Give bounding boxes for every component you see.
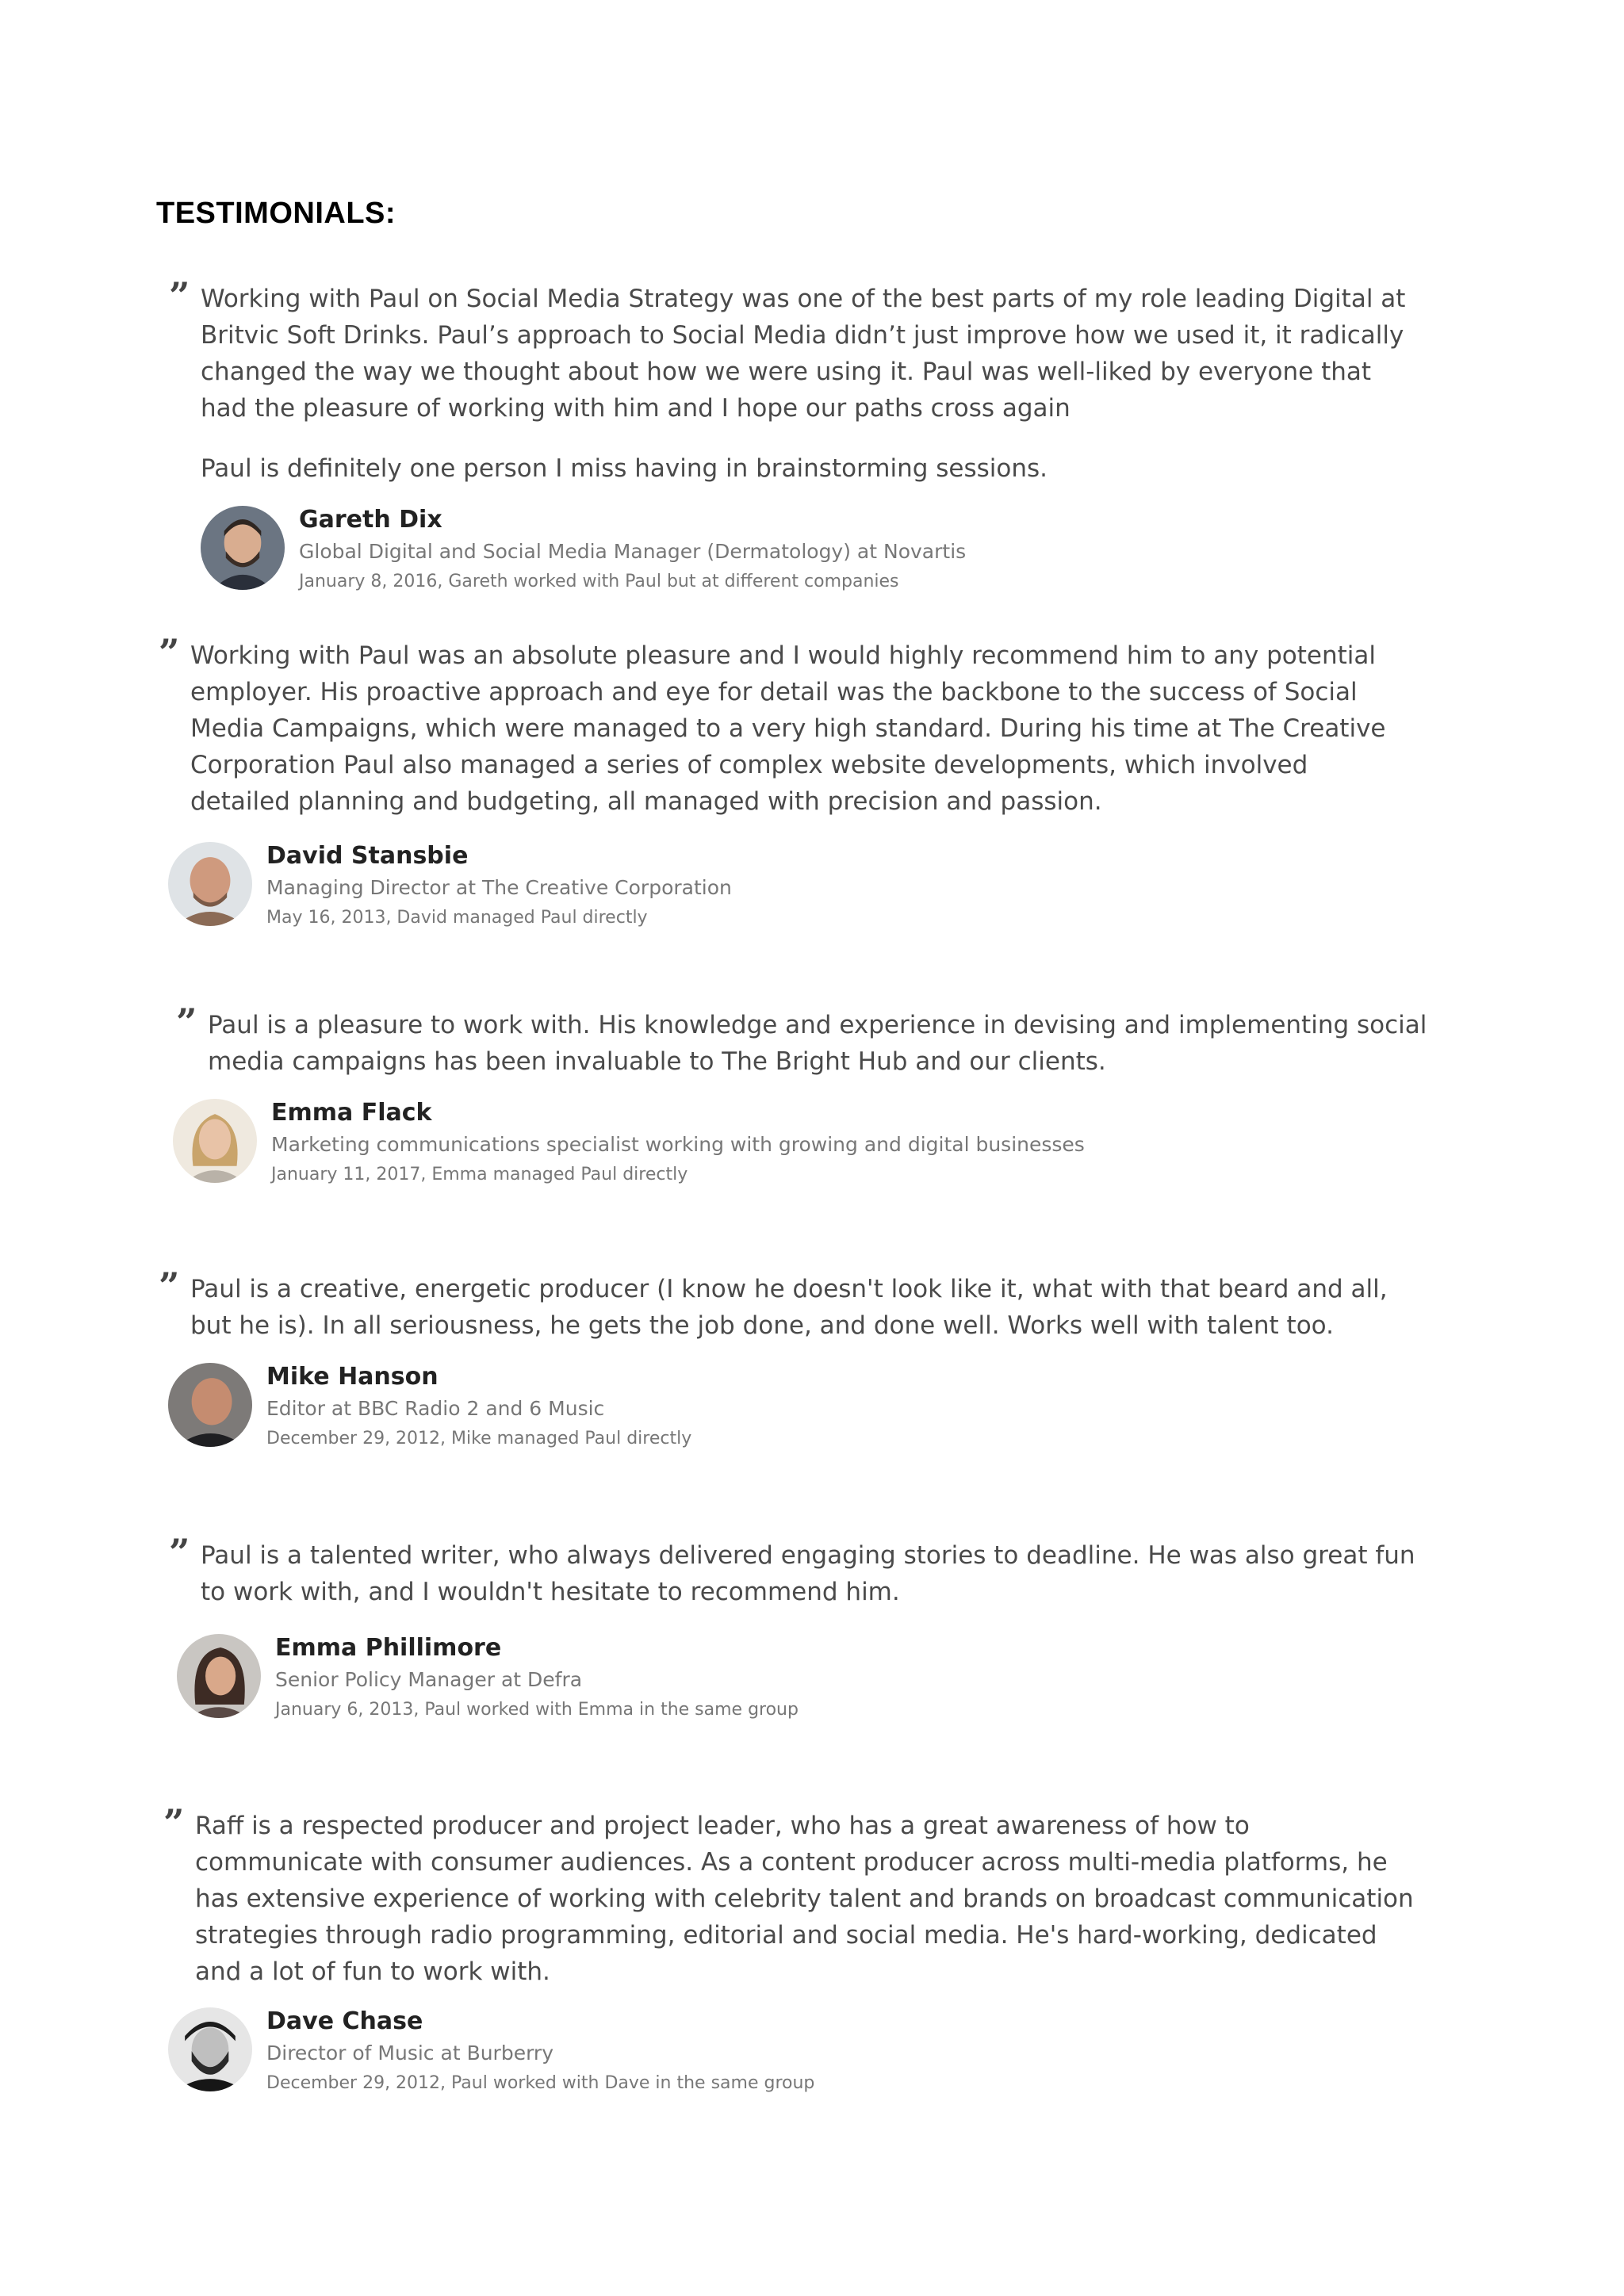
page-title: TESTIMONIALS: (156, 197, 396, 230)
author-info (275, 1632, 799, 1724)
quote-icon: ” (176, 1001, 194, 1043)
testimonial-paragraph: Working with Paul on Social Media Strategy was one of the best parts of my role leading Digital at Britvic Soft Drinks. Paul’s approach to Social Media didn’t just improve how we used it, it radically changed the way we thought about how we were using it. Paul was well-liked by everyone that had the pleasure of working with him and I hope our paths cross again (201, 285, 1406, 423)
avatar (168, 1363, 252, 1447)
author (173, 1097, 1429, 1186)
testimonial-david-stansbie (159, 631, 1411, 929)
avatar-icon (168, 1363, 252, 1447)
testimonial-quote (169, 274, 1422, 487)
quote-icon: ” (159, 1265, 177, 1307)
avatar-icon (173, 1099, 257, 1183)
testimonial-paragraph: Paul is a creative, energetic producer (I know he doesn't look like it, what with that beard and all, but he is). In all seriousness, he gets the job done, and done well. Works well with talent too. (190, 1275, 1388, 1340)
testimonial-emma-phillimore (169, 1531, 1422, 1721)
author-date: January 8, 2016, Gareth worked with Paul but at different companies (299, 572, 899, 591)
author-title: Senior Policy Manager at Defra (275, 1668, 583, 1691)
quote-icon: ” (163, 1801, 182, 1844)
avatar (173, 1099, 257, 1183)
testimonial-quote (159, 631, 1411, 820)
author (201, 504, 1422, 593)
testimonial-quote (169, 1531, 1422, 1610)
avatar-icon (168, 2007, 252, 2091)
testimonial-paragraph: Raff is a respected producer and project leader, who has a great awareness of how to communicate with consumer audiences. As a content producer across multi-media platforms, he has extensive experience of working with celebrity talent and brands on broadcast communication strategies through radio programming, editorial and social media. He's hard-working, dedicated and a lot of fun to work with. (195, 1812, 1414, 1986)
author-date: December 29, 2012, Paul worked with Dave in the same group (266, 2073, 815, 2093)
avatar (168, 2007, 252, 2091)
author (177, 1632, 1422, 1721)
author-info (299, 504, 966, 596)
author (168, 2006, 1416, 2095)
avatar-icon (177, 1634, 261, 1718)
author-info (271, 1097, 1085, 1189)
testimonial-paragraph: Paul is definitely one person I miss having in brainstorming sessions. (201, 454, 1048, 483)
testimonial-quote (176, 1001, 1429, 1080)
author-date: January 6, 2013, Paul worked with Emma in the same group (275, 1700, 799, 1720)
testimonial-mike-hanson (159, 1265, 1411, 1450)
author-title: Editor at BBC Radio 2 and 6 Music (266, 1397, 605, 1420)
author-date: May 16, 2013, David managed Paul directly (266, 908, 648, 928)
avatar (177, 1634, 261, 1718)
author-info (266, 840, 732, 932)
testimonial-gareth-dix (169, 274, 1422, 593)
author-info (266, 2006, 814, 2098)
author-name: Mike Hanson (266, 1363, 439, 1391)
avatar (201, 506, 285, 590)
testimonial-paragraph: Working with Paul was an absolute pleasure and I would highly recommend him to any potential employer. His proactive approach and eye for detail was the backbone to the success of Social Media Campaigns, which were managed to a very high standard. During his time at The Creative Corporation Paul also managed a series of complex website developments, which involved detailed planning and budgeting, all managed with precision and passion. (190, 641, 1386, 816)
author-date: December 29, 2012, Mike managed Paul directly (266, 1429, 692, 1448)
avatar-icon (168, 842, 252, 926)
testimonial-emma-flack (176, 1001, 1429, 1186)
testimonial-paragraph: Paul is a talented writer, who always delivered engaging stories to deadline. He was also great fun to work with, and I wouldn't hesitate to recommend him. (201, 1541, 1415, 1606)
testimonial-dave-chase (163, 1801, 1416, 2095)
testimonial-quote (159, 1265, 1411, 1344)
avatar-icon (201, 506, 285, 590)
author-date: January 11, 2017, Emma managed Paul directly (271, 1165, 688, 1184)
testimonial-paragraph: Paul is a pleasure to work with. His knowledge and experience in devising and implementing social media campaigns has been invaluable to The Bright Hub and our clients. (208, 1011, 1427, 1076)
author-name: Emma Phillimore (275, 1634, 502, 1662)
author-name: Gareth Dix (299, 506, 442, 534)
author-title: Director of Music at Burberry (266, 2042, 553, 2064)
author (168, 840, 1411, 929)
author-info (266, 1361, 691, 1453)
testimonial-quote (163, 1801, 1416, 1990)
avatar (168, 842, 252, 926)
author-title: Managing Director at The Creative Corporation (266, 876, 732, 899)
author-title: Global Digital and Social Media Manager (Dermatology) at Novartis (299, 540, 967, 563)
author (168, 1361, 1411, 1450)
quote-icon: ” (169, 274, 187, 317)
quote-icon: ” (159, 631, 177, 674)
author-name: Emma Flack (271, 1099, 432, 1127)
author-name: David Stansbie (266, 842, 469, 870)
author-title: Marketing communications specialist working with growing and digital businesses (271, 1133, 1085, 1156)
quote-icon: ” (169, 1531, 187, 1574)
author-name: Dave Chase (266, 2007, 423, 2035)
